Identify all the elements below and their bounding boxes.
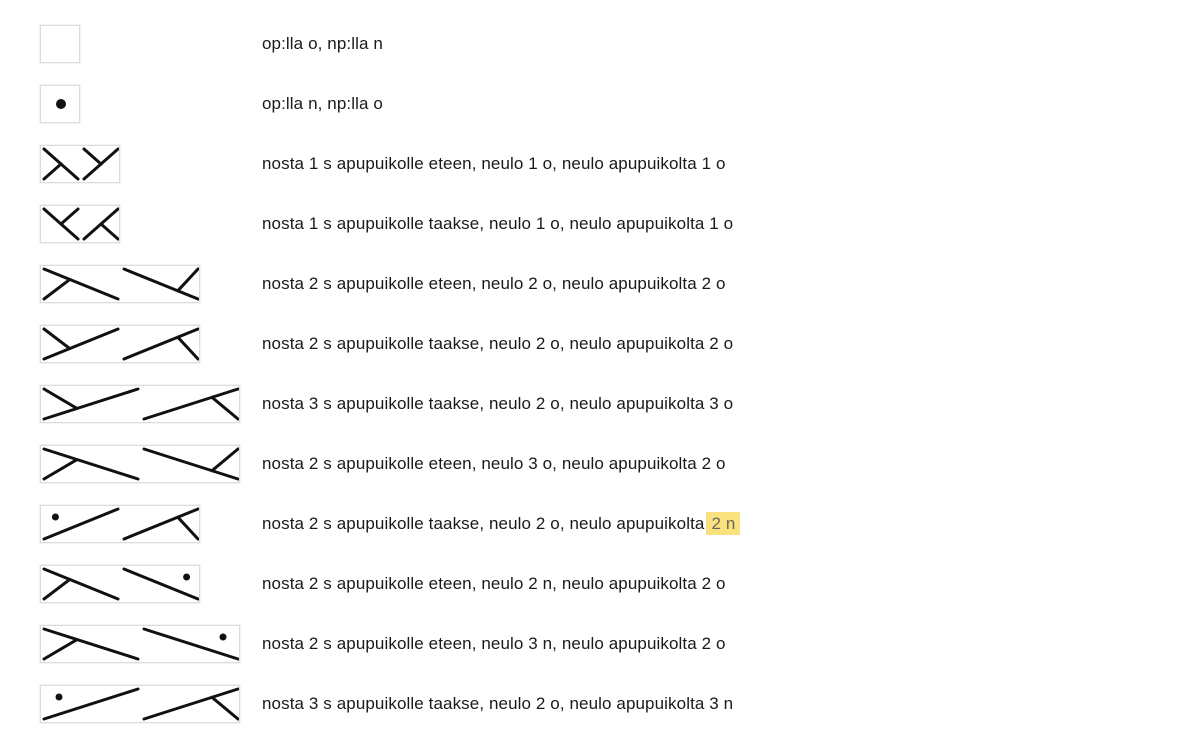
knit-stitch-symbol-icon xyxy=(41,26,79,62)
row-label-text: nosta 2 s apupuikolle taakse, neulo 2 o, neulo apupuikolta xyxy=(262,514,705,533)
symbol-column xyxy=(40,565,240,603)
row-label-text: nosta 3 s apupuikolle taakse, neulo 2 o, neulo apupuikolta 3 n xyxy=(262,694,734,713)
symbol-column xyxy=(40,205,240,243)
row-label-text: nosta 2 s apupuikolle taakse, neulo 2 o, neulo apupuikolta 2 o xyxy=(262,334,734,353)
cable-2-2-front-purl-symbol-box xyxy=(40,565,200,603)
cable-2-3-front-purl-symbol-icon xyxy=(41,626,239,662)
legend-row-cable-2-3-front-purl xyxy=(40,614,1200,674)
legend-row-cable-2-2-front xyxy=(40,254,1200,314)
cable-1-1-front-symbol-icon xyxy=(41,146,119,182)
row-label-text: nosta 1 s apupuikolle eteen, neulo 1 o, neulo apupuikolta 1 o xyxy=(262,154,726,173)
symbol-column xyxy=(40,325,240,363)
row-label xyxy=(262,634,726,654)
row-label-text: nosta 1 s apupuikolle taakse, neulo 1 o, neulo apupuikolta 1 o xyxy=(262,214,734,233)
row-label xyxy=(262,274,726,294)
legend-row-cable-1-1-back xyxy=(40,194,1200,254)
row-label xyxy=(262,94,383,114)
cable-1-1-back-symbol-icon xyxy=(41,206,119,242)
row-label-text: nosta 2 s apupuikolle eteen, neulo 2 o, neulo apupuikolta 2 o xyxy=(262,274,726,293)
row-label xyxy=(262,334,733,354)
row-label xyxy=(262,574,726,594)
row-label-text: nosta 2 s apupuikolle eteen, neulo 3 n, neulo apupuikolta 2 o xyxy=(262,634,726,653)
purl-stitch-symbol-box xyxy=(40,85,80,123)
row-label-text: op:lla n, np:lla o xyxy=(262,94,383,113)
highlighted-text: 2 n xyxy=(706,512,740,535)
symbol-column xyxy=(40,685,240,723)
cable-3-2-back-symbol-icon xyxy=(41,386,239,422)
row-label-text: op:lla o, np:lla n xyxy=(262,34,383,53)
row-label xyxy=(262,214,733,234)
row-label-text: nosta 3 s apupuikolle taakse, neulo 2 o, neulo apupuikolta 3 o xyxy=(262,394,734,413)
cable-2-2-front-symbol-icon xyxy=(41,266,199,302)
row-label xyxy=(262,694,733,714)
cable-2-3-front-symbol-box xyxy=(40,445,240,483)
row-label-text: nosta 2 s apupuikolle eteen, neulo 3 o, neulo apupuikolta 2 o xyxy=(262,454,726,473)
symbol-column xyxy=(40,265,240,303)
cable-2-2-back-purl-symbol-box xyxy=(40,505,200,543)
symbol-column xyxy=(40,145,240,183)
legend-row-cable-2-2-front-purl xyxy=(40,554,1200,614)
knit-stitch-symbol-box xyxy=(40,25,80,63)
row-label xyxy=(262,394,733,414)
symbol-column xyxy=(40,385,240,423)
cable-2-2-back-symbol-icon xyxy=(41,326,199,362)
cable-3-2-back-symbol-box xyxy=(40,385,240,423)
cable-2-2-front-purl-symbol-icon xyxy=(41,566,199,602)
cable-2-2-front-symbol-box xyxy=(40,265,200,303)
cable-1-1-front-symbol-box xyxy=(40,145,120,183)
legend-row-cable-2-2-back xyxy=(40,314,1200,374)
symbol-column xyxy=(40,85,240,123)
symbol-column xyxy=(40,445,240,483)
legend-row-cable-3-2-back xyxy=(40,374,1200,434)
cable-2-2-back-purl-symbol-icon xyxy=(41,506,199,542)
purl-stitch-symbol-icon xyxy=(41,86,79,122)
cable-1-1-back-symbol-box xyxy=(40,205,120,243)
symbol-column xyxy=(40,505,240,543)
symbol-column xyxy=(40,625,240,663)
symbol-column xyxy=(40,25,240,63)
legend-row-cable-1-1-front xyxy=(40,134,1200,194)
row-label xyxy=(262,34,383,54)
legend-row-cable-3-2-back-purl xyxy=(40,674,1200,734)
cable-2-2-back-symbol-box xyxy=(40,325,200,363)
row-label xyxy=(262,154,726,174)
legend-row-cable-2-3-front xyxy=(40,434,1200,494)
legend-row-knit-stitch xyxy=(40,14,1200,74)
cable-2-3-front-purl-symbol-box xyxy=(40,625,240,663)
cable-3-2-back-purl-symbol-icon xyxy=(41,686,239,722)
cable-3-2-back-purl-symbol-box xyxy=(40,685,240,723)
row-label xyxy=(262,454,726,474)
cable-2-3-front-symbol-icon xyxy=(41,446,239,482)
legend-row-purl-stitch xyxy=(40,74,1200,134)
row-label-text: nosta 2 s apupuikolle eteen, neulo 2 n, neulo apupuikolta 2 o xyxy=(262,574,726,593)
legend-row-cable-2-2-back-purl xyxy=(40,494,1200,554)
row-label xyxy=(262,514,740,534)
